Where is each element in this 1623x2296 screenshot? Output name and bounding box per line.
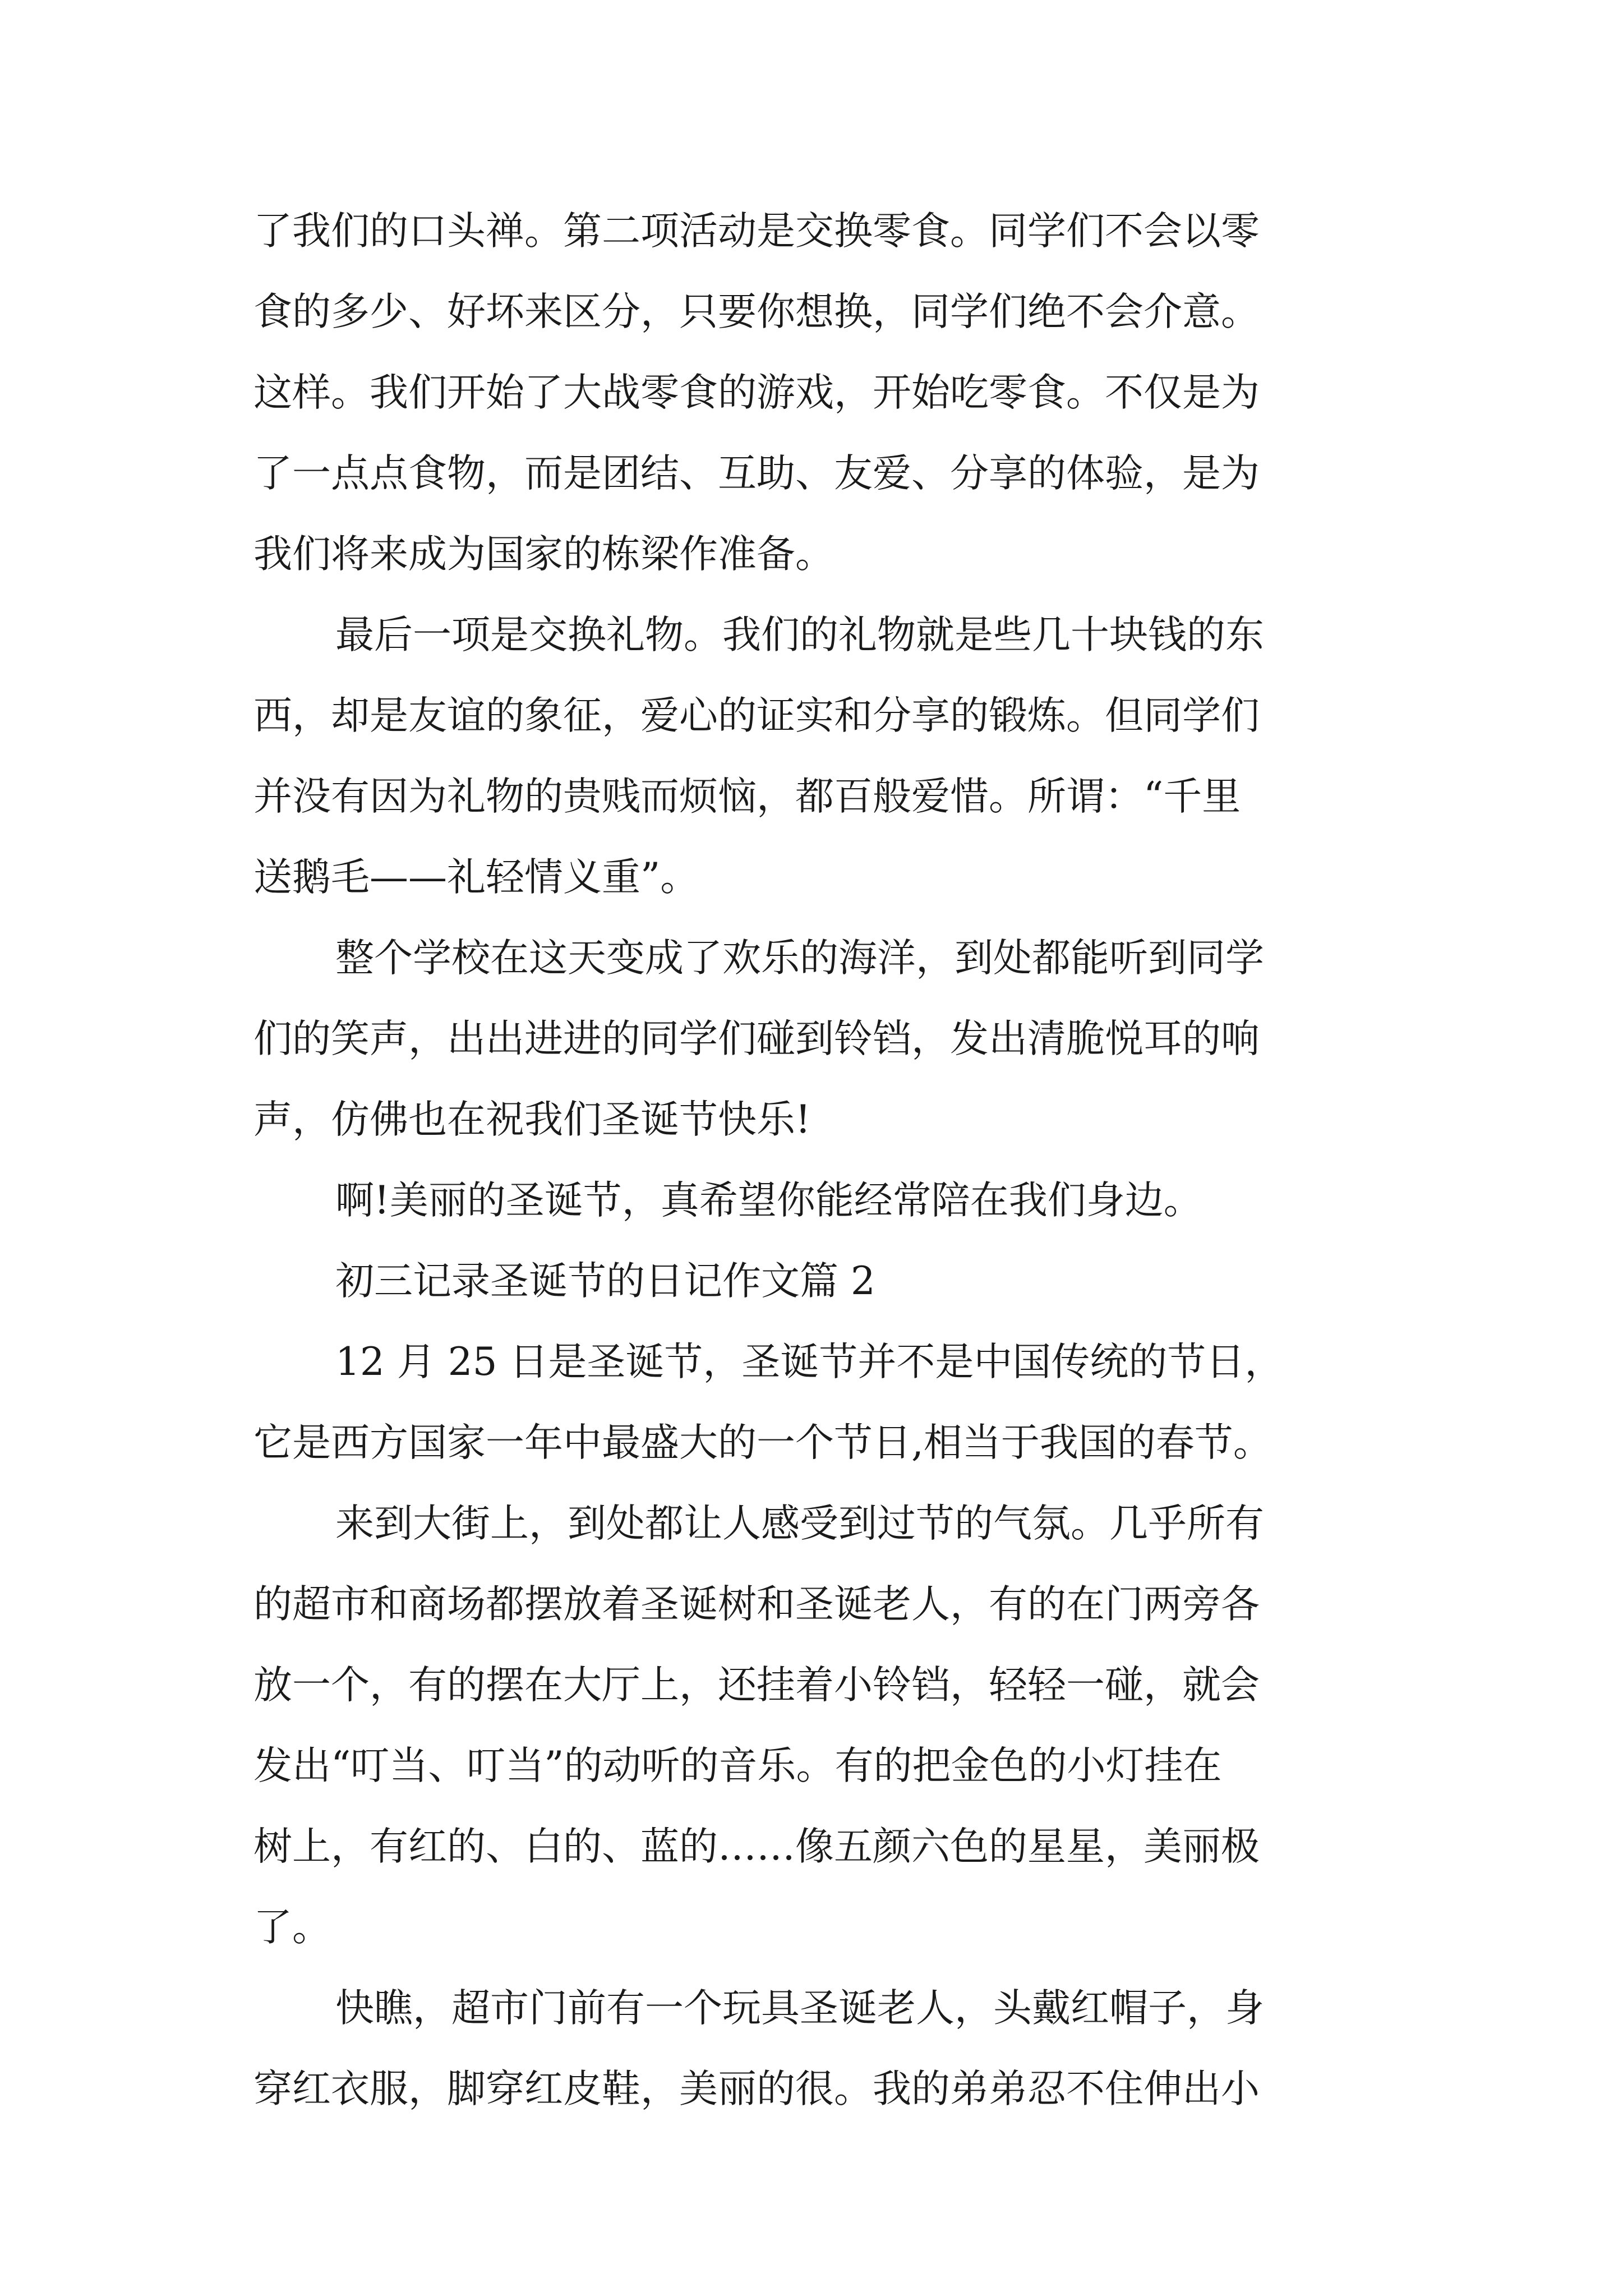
paragraph-first-line: 啊!美丽的圣诞节，真希望你能经常陪在我们身边。 bbox=[335, 1178, 1202, 1223]
text-line: 这样。我们开始了大战零食的游戏，开始吃零食。不仅是为 bbox=[253, 370, 1260, 415]
text-line: 西，却是友谊的象征，爱心的证实和分享的锻炼。但同学们 bbox=[253, 693, 1260, 738]
text-line: 了我们的口头禅。第二项活动是交换零食。同学们不会以零 bbox=[253, 209, 1260, 254]
text-line: 送鹅毛——礼轻情义重”。 bbox=[253, 855, 699, 900]
text-line: 穿红衣服，脚穿红皮鞋，美丽的很。我的弟弟忍不住伸出小 bbox=[253, 2067, 1260, 2111]
paragraph-first-line: 最后一项是交换礼物。我们的礼物就是些几十块钱的东 bbox=[335, 613, 1264, 657]
paragraph-first-line: 12 月 25 日是圣诞节，圣诞节并不是中国传统的节日， bbox=[335, 1340, 1284, 1384]
text-line: 并没有因为礼物的贵贱而烦恼，都百般爱惜。所谓：“千里 bbox=[253, 774, 1241, 819]
text-line: 的超市和商场都摆放着圣诞树和圣诞老人，有的在门两旁各 bbox=[253, 1582, 1260, 1627]
paragraph-first-line: 整个学校在这天变成了欢乐的海洋，到处都能听到同学 bbox=[335, 936, 1264, 981]
paragraph-first-line: 来到大街上，到处都让人感受到过节的气氛。几乎所有 bbox=[335, 1501, 1264, 1546]
text-line: 了一点点食物，而是团结、互助、友爱、分享的体验，是为 bbox=[253, 451, 1260, 496]
text-line: 发出“叮当、叮当”的动听的音乐。有的把金色的小灯挂在 bbox=[253, 1743, 1222, 1788]
text-line: 们的笑声，出出进进的同学们碰到铃铛，发出清脆悦耳的响 bbox=[253, 1016, 1260, 1061]
text-line: 树上，有红的、白的、蓝的……像五颜六色的星星，美丽极 bbox=[253, 1824, 1260, 1869]
text-line: 它是西方国家一年中最盛大的一个节日,相当于我国的春节。 bbox=[253, 1420, 1272, 1465]
paragraph-first-line: 快瞧，超市门前有一个玩具圣诞老人，头戴红帽子，身 bbox=[335, 1986, 1264, 2031]
text-line: 我们将来成为国家的栋梁作准备。 bbox=[253, 532, 834, 577]
text-line: 放一个，有的摆在大厅上，还挂着小铃铛，轻轻一碰，就会 bbox=[253, 1663, 1260, 1708]
text-line: 食的多少、好坏来区分，只要你想换，同学们绝不会介意。 bbox=[253, 289, 1260, 334]
paragraph-first-line: 初三记录圣诞节的日记作文篇 2 bbox=[335, 1259, 875, 1304]
essay-body bbox=[253, 191, 1392, 2129]
text-line: 声，仿佛也在祝我们圣诞节快乐! bbox=[253, 1097, 811, 1142]
text-line: 了。 bbox=[253, 1905, 331, 1950]
